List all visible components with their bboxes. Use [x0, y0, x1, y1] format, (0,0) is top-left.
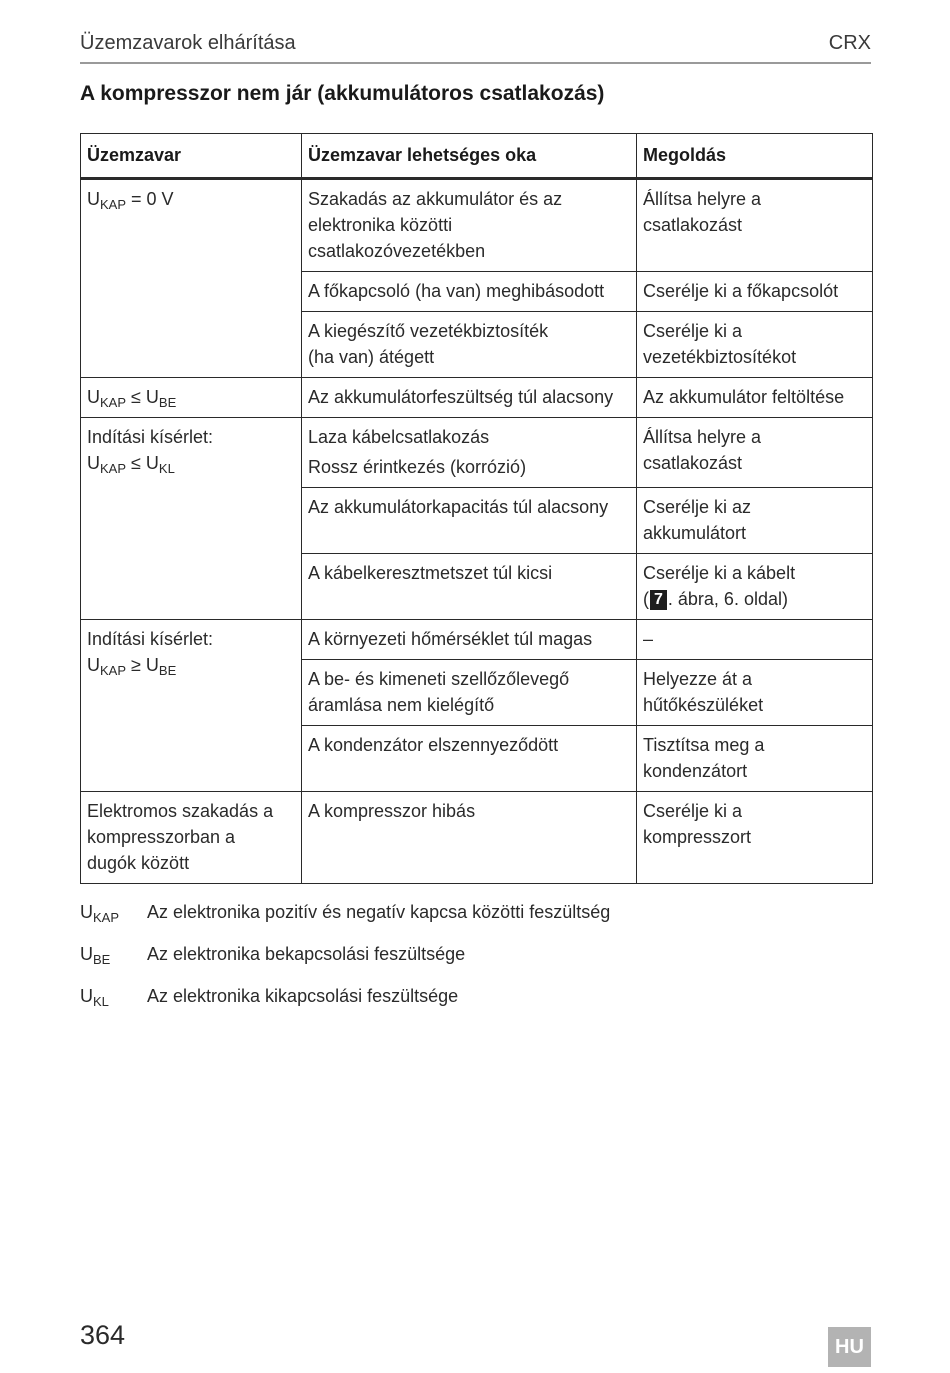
figure-reference-badge: 7	[650, 590, 667, 610]
product-name: CRX	[828, 32, 871, 54]
solution-cell: Cserélje ki az akkumulátort	[637, 488, 873, 554]
column-header-solution: Megoldás	[637, 134, 873, 179]
legend-symbol: $U_{KL}$	[80, 986, 109, 1009]
table-row	[81, 378, 873, 418]
column-header-fault: Üzemzavar	[81, 134, 302, 179]
legend-symbol: $U_{BE}$	[80, 944, 111, 967]
page-title: A kompresszor nem jár (akkumulátoros csatlakozás)	[80, 82, 605, 105]
solution-cell: Cserélje ki a kábelt ( 7 . ábra, 6. oldal)	[637, 554, 873, 620]
cause-cell: A kiegészítő vezetékbiztosíték (ha van) átégett	[302, 312, 637, 378]
legend-description: Az elektronika pozitív és negatív kapcsa közötti feszültség	[147, 902, 611, 922]
cause-cell: A kábelkeresztmetszet túl kicsi	[302, 554, 637, 620]
fault-cell: $U_{KAP} = 0$ V	[81, 179, 302, 378]
table-row	[81, 418, 873, 488]
solution-cell: Cserélje ki a kompresszort	[637, 792, 873, 884]
table-row	[81, 179, 873, 272]
cause-cell: Az akkumulátorfeszültség túl alacsony	[302, 378, 637, 418]
solution-cell: Tisztítsa meg a kondenzátort	[637, 726, 873, 792]
cause-cell: Laza kábelcsatlakozás Rossz érintkezés (korrózió)	[302, 418, 637, 488]
table-row	[81, 792, 873, 884]
legend-symbol: $U_{KAP}$	[80, 902, 120, 925]
cause-cell: Szakadás az akkumulátor és az elektronika közötti csatlakozóvezetékben	[302, 179, 637, 272]
language-badge: HU	[828, 1327, 871, 1367]
solution-cell: Helyezze át a hűtőkészüléket	[637, 660, 873, 726]
column-header-cause: Üzemzavar lehetséges oka	[302, 134, 637, 179]
fault-cell: Indítási kísérlet: $U_{KAP} \ge U_{BE}$	[81, 620, 302, 792]
fault-cell: $U_{KAP} \le U_{BE}$	[81, 378, 302, 418]
page-number: 364	[80, 1320, 126, 1350]
table-header-row	[81, 134, 873, 179]
fault-cell: Indítási kísérlet: $U_{KAP} \le U_{KL}$	[81, 418, 302, 620]
cause-cell: A kondenzátor elszennyeződött	[302, 726, 637, 792]
solution-cell: Az akkumulátor feltöltése	[637, 378, 873, 418]
solution-cell: Állítsa helyre a csatlakozást	[637, 418, 873, 488]
cause-cell: A kompresszor hibás	[302, 792, 637, 884]
cause-cell: A be- és kimeneti szellőzőlevegő áramlása nem kielégítő	[302, 660, 637, 726]
solution-cell: Cserélje ki a vezetékbiztosítékot	[637, 312, 873, 378]
cause-cell: A főkapcsoló (ha van) meghibásodott	[302, 272, 637, 312]
legend-description: Az elektronika bekapcsolási feszültsége	[147, 944, 466, 964]
solution-cell: –	[637, 620, 873, 660]
legend-description: Az elektronika kikapcsolási feszültsége	[147, 986, 459, 1006]
fault-cell: Elektromos szakadás a kompresszorban a dugók között	[81, 792, 302, 884]
cause-cell: A környezeti hőmérséklet túl magas	[302, 620, 637, 660]
section-title: Üzemzavarok elhárítása	[80, 32, 296, 54]
page-header	[80, 30, 871, 64]
table-row	[81, 620, 873, 660]
cause-cell: Az akkumulátorkapacitás túl alacsony	[302, 488, 637, 554]
solution-cell: Állítsa helyre a csatlakozást	[637, 179, 873, 272]
troubleshooting-table	[80, 133, 873, 884]
solution-cell: Cserélje ki a főkapcsolót	[637, 272, 873, 312]
